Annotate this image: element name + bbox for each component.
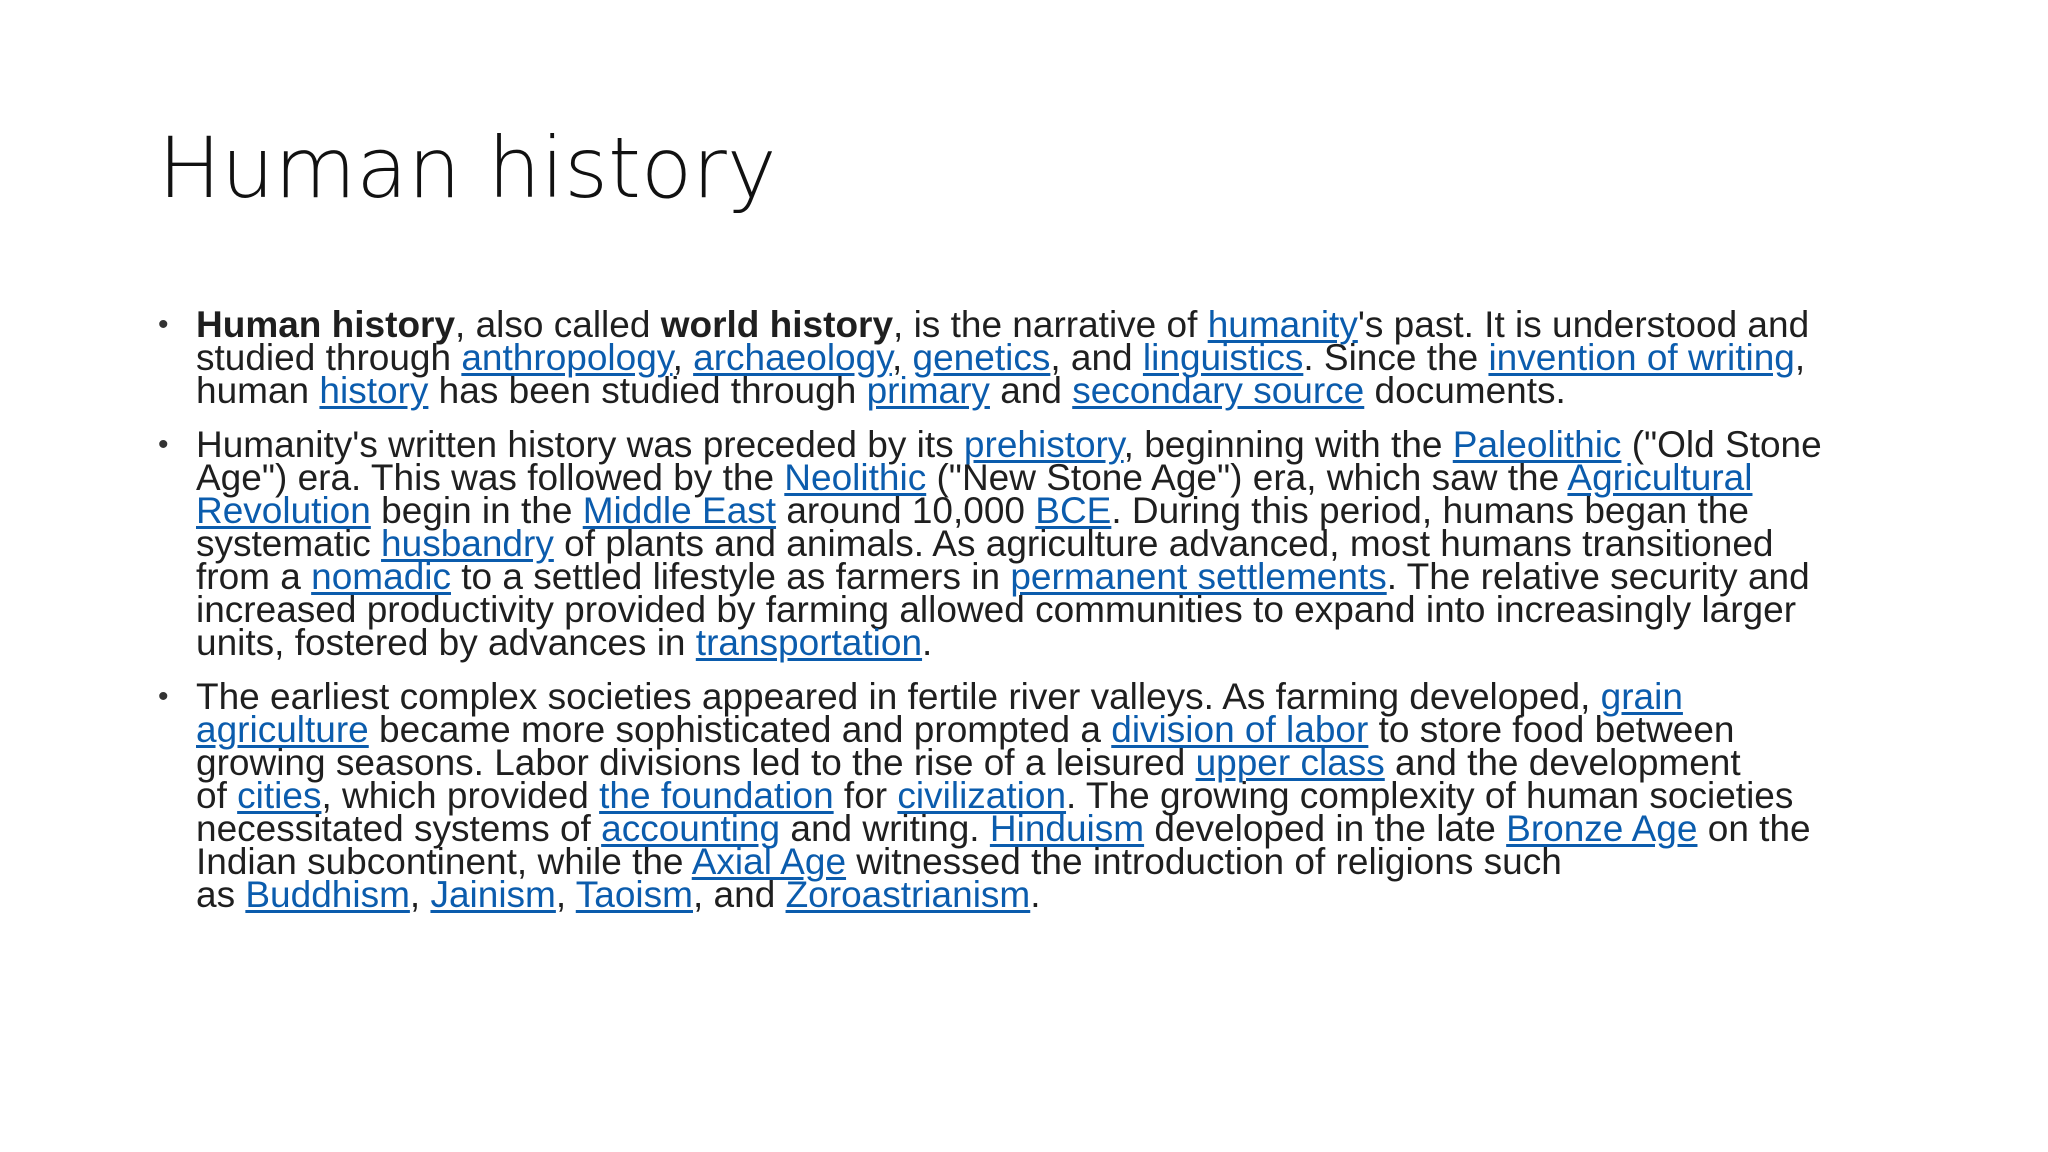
body-text: increased productivity provided by farming allowed communities to expand into increasingly larger [196,589,1797,630]
body-text: , [672,337,694,378]
hyperlink[interactable]: Agricultural [1567,457,1753,498]
body-text: became more sophisticated and prompted a [368,709,1112,750]
body-text: The earliest complex societies appeared in fertile river valleys. As farming developed, [196,676,1601,717]
body-text: units, fostered by advances in [196,622,696,663]
body-text: has been studied through [428,370,867,411]
body-text: Indian subcontinent, while the [196,841,692,882]
hyperlink[interactable]: the foundation [599,775,834,816]
hyperlink[interactable]: Revolution [196,490,371,531]
body-text: , which provided [321,775,600,816]
hyperlink[interactable]: genetics [912,337,1051,378]
bullet-dot-icon: • [158,428,169,461]
body-text: . [1030,874,1041,915]
hyperlink[interactable]: division of labor [1111,709,1369,750]
body-text: as [196,874,246,915]
hyperlink[interactable]: history [319,370,429,411]
body-text: ("Old Stone [1621,424,1822,465]
bullet-paragraph [158,676,1908,915]
body-text: and writing. [780,808,990,849]
hyperlink[interactable]: civilization [897,775,1067,816]
hyperlink[interactable]: primary [866,370,990,411]
body-text: studied through [196,337,462,378]
body-text: growing seasons. Labor divisions led to the rise of a leisured [196,742,1196,783]
body-text: , [555,874,576,915]
body-text: necessitated systems of [196,808,602,849]
body-text: on the [1697,808,1811,849]
bold-term: world history [660,304,894,345]
hyperlink[interactable]: grain [1600,676,1683,717]
bullet-paragraph [158,424,1908,663]
body-text: . The relative security and [1386,556,1810,597]
body-text: of plants and animals. As agriculture advanced, most humans transitioned [553,523,1774,564]
body-text: begin in the [370,490,583,531]
hyperlink[interactable]: transportation [695,622,923,663]
body-text: , [1794,337,1806,378]
hyperlink[interactable]: husbandry [381,523,554,564]
body-text: documents. [1364,370,1566,411]
body-text: from a [196,556,312,597]
bullet-dot-icon: • [158,308,169,341]
hyperlink[interactable]: Bronze Age [1506,808,1698,849]
body-text: . [922,622,933,663]
body-text: Humanity's written history was preceded by its [196,424,964,465]
body-text: for [833,775,898,816]
hyperlink[interactable]: archaeology [693,337,892,378]
hyperlink[interactable]: Jainism [430,874,556,915]
body-text: , and [1050,337,1143,378]
bullet-list [158,304,1908,932]
body-text: , [891,337,913,378]
body-text: 's past. It is understood and [1357,304,1810,345]
body-text: around 10,000 [776,490,1036,531]
body-text: . The growing complexity of human societies [1066,775,1794,816]
body-text: , is the narrative of [893,304,1208,345]
hyperlink[interactable]: anthropology [461,337,673,378]
body-text: of [196,775,238,816]
hyperlink[interactable]: nomadic [311,556,451,597]
body-text: developed in the late [1144,808,1507,849]
body-text: human [196,370,320,411]
hyperlink[interactable]: Taoism [575,874,693,915]
hyperlink[interactable]: Zoroastrianism [785,874,1031,915]
hyperlink[interactable]: BCE [1035,490,1112,531]
hyperlink[interactable]: Buddhism [245,874,410,915]
body-text: ("New Stone Age") era, which saw the [926,457,1568,498]
hyperlink[interactable]: upper class [1195,742,1385,783]
hyperlink[interactable]: invention of writing [1488,337,1795,378]
hyperlink[interactable]: Paleolithic [1452,424,1622,465]
hyperlink[interactable]: prehistory [963,424,1124,465]
hyperlink[interactable]: linguistics [1142,337,1304,378]
slide-title: Human history [158,119,777,217]
body-text: . During this period, humans began the [1111,490,1749,531]
hyperlink[interactable]: secondary source [1072,370,1365,411]
body-text: , beginning with the [1123,424,1453,465]
bullet-paragraph [158,304,1908,411]
text-line [196,874,1908,915]
hyperlink[interactable]: accounting [601,808,781,849]
hyperlink[interactable]: Middle East [582,490,777,531]
body-text: to store food between [1368,709,1735,750]
body-text: to a settled lifestyle as farmers in [451,556,1011,597]
body-text: systematic [196,523,382,564]
hyperlink[interactable]: agriculture [196,709,369,750]
bullet-dot-icon: • [158,680,169,713]
body-text: Age") era. This was followed by the [196,457,785,498]
hyperlink[interactable]: Axial Age [691,841,847,882]
body-text: , also called [455,304,661,345]
body-text: witnessed the introduction of religions such [846,841,1562,882]
hyperlink[interactable]: permanent settlements [1010,556,1387,597]
hyperlink[interactable]: Neolithic [784,457,927,498]
text-line [196,370,1908,411]
text-line [196,622,1908,663]
body-text: , and [692,874,786,915]
body-text: . Since the [1303,337,1489,378]
hyperlink[interactable]: cities [237,775,322,816]
body-text: and the development [1384,742,1741,783]
hyperlink[interactable]: Hinduism [989,808,1145,849]
bold-term: Human history [196,304,456,345]
body-text: , [409,874,431,915]
body-text: and [989,370,1073,411]
hyperlink[interactable]: humanity [1207,304,1358,345]
